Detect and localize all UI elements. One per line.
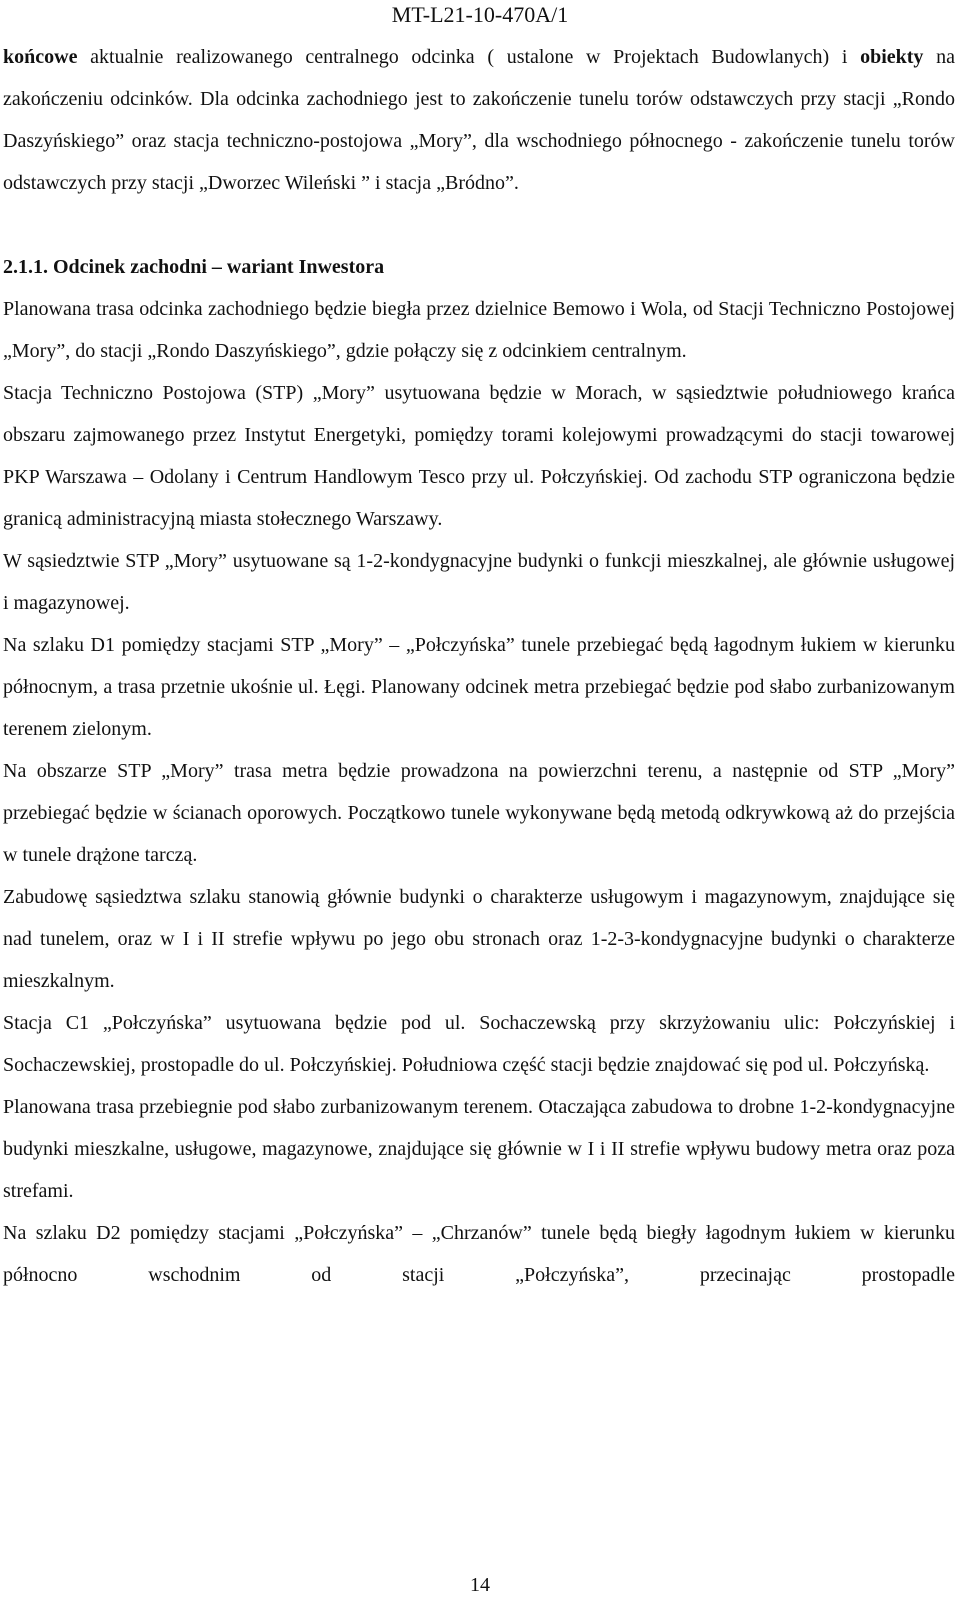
intro-bold-1: końcowe: [3, 46, 78, 68]
document-number: MT-L21-10-470A/1: [391, 2, 569, 27]
paragraph-4: Na szlaku D1 pomiędzy stacjami STP „Mory” – „Połczyńska” tunele przebiegać będą łagodnym łukiem w kierunku północnym, a trasa przetnie ukośnie ul. Łęgi. Planowany odcinek metra przebiegać będzie pod słabo zurbanizowanym terenem zielonym.: [3, 634, 955, 740]
intro-paragraph: [3, 36, 955, 204]
section-heading: 2.1.1. Odcinek zachodni – wariant Inwestora: [3, 256, 385, 278]
paragraph-5: Na obszarze STP „Mory” trasa metra będzie prowadzona na powierzchni terenu, a następnie od STP „Mory” przebiegać będzie w ścianach oporowych. Początkowo tunele wykonywane będą metodą odkrywkową aż do przejścia w tunele drążone tarczą.: [3, 760, 955, 866]
paragraph-9: Na szlaku D2 pomiędzy stacjami „Połczyńska” – „Chrzanów” tunele będą biegły łagodnym łukiem w kierunku północno wschodnim od stacji „Połczyńska”, przecinając prostopadle: [3, 1222, 955, 1286]
spacer: [3, 204, 955, 246]
intro-bold-2: obiekty: [860, 46, 924, 68]
intro-text-2: na zakończeniu odcinków. Dla odcinka zachodniego jest to zakończenie tunelu torów odstawczych przy stacji „Rondo Daszyńskiego” oraz stacja techniczno-postojowa „Mory”, dla wschodniego północnego - zakończenie tunelu torów odstawczych przy stacji „Dworzec Wileński ” i stacja „Bródno”.: [3, 46, 955, 194]
paragraph-1: Planowana trasa odcinka zachodniego będzie biegła przez dzielnice Bemowo i Wola, od Stacji Techniczno Postojowej „Mory”, do stacji „Rondo Daszyńskiego”, gdzie połączy się z odcinkiem centralnym.: [3, 298, 955, 362]
page-number: 14: [470, 1574, 490, 1596]
paragraph-6: Zabudowę sąsiedztwa szlaku stanowią głównie budynki o charakterze usługowym i magazynowym, znajdujące się nad tunelem, oraz w I i II strefie wpływu po jego obu stronach oraz 1-2-3-kondygnacyjne budynki o charakterze mieszkalnym.: [3, 886, 955, 992]
intro-text-1: aktualnie realizowanego centralnego odcinka ( ustalone w Projektach Budowlanych) i: [77, 46, 861, 68]
paragraph-3: W sąsiedztwie STP „Mory” usytuowane są 1-2-kondygnacyjne budynki o funkcji mieszkalnej, ale głównie usługowej i magazynowej.: [3, 550, 955, 614]
page-body: [3, 36, 955, 1296]
paragraph-7: Stacja C1 „Połczyńska” usytuowana będzie pod ul. Sochaczewską przy skrzyżowaniu ulic: Połczyńskiej i Sochaczewskiej, prostopadle do ul. Połczyńskiej. Południowa część stacji będzie znajdować się pod ul. Połczyńską.: [3, 1012, 955, 1076]
paragraph-2: Stacja Techniczno Postojowa (STP) „Mory” usytuowana będzie w Morach, w sąsiedztwie południowego krańca obszaru zajmowanego przez Instytut Energetyki, pomiędzy torami kolejowymi prowadzącymi do stacji towarowej PKP Warszawa – Odolany i Centrum Handlowym Tesco przy ul. Połczyńskiej. Od zachodu STP ograniczona będzie granicą administracyjną miasta stołecznego Warszawy.: [3, 382, 955, 530]
paragraph-8: Planowana trasa przebiegnie pod słabo zurbanizowanym terenem. Otaczająca zabudowa to drobne 1-2-kondygnacyjne budynki mieszkalne, usługowe, magazynowe, znajdujące się głównie w I i II strefie wpływu budowy metra oraz poza strefami.: [3, 1096, 955, 1202]
